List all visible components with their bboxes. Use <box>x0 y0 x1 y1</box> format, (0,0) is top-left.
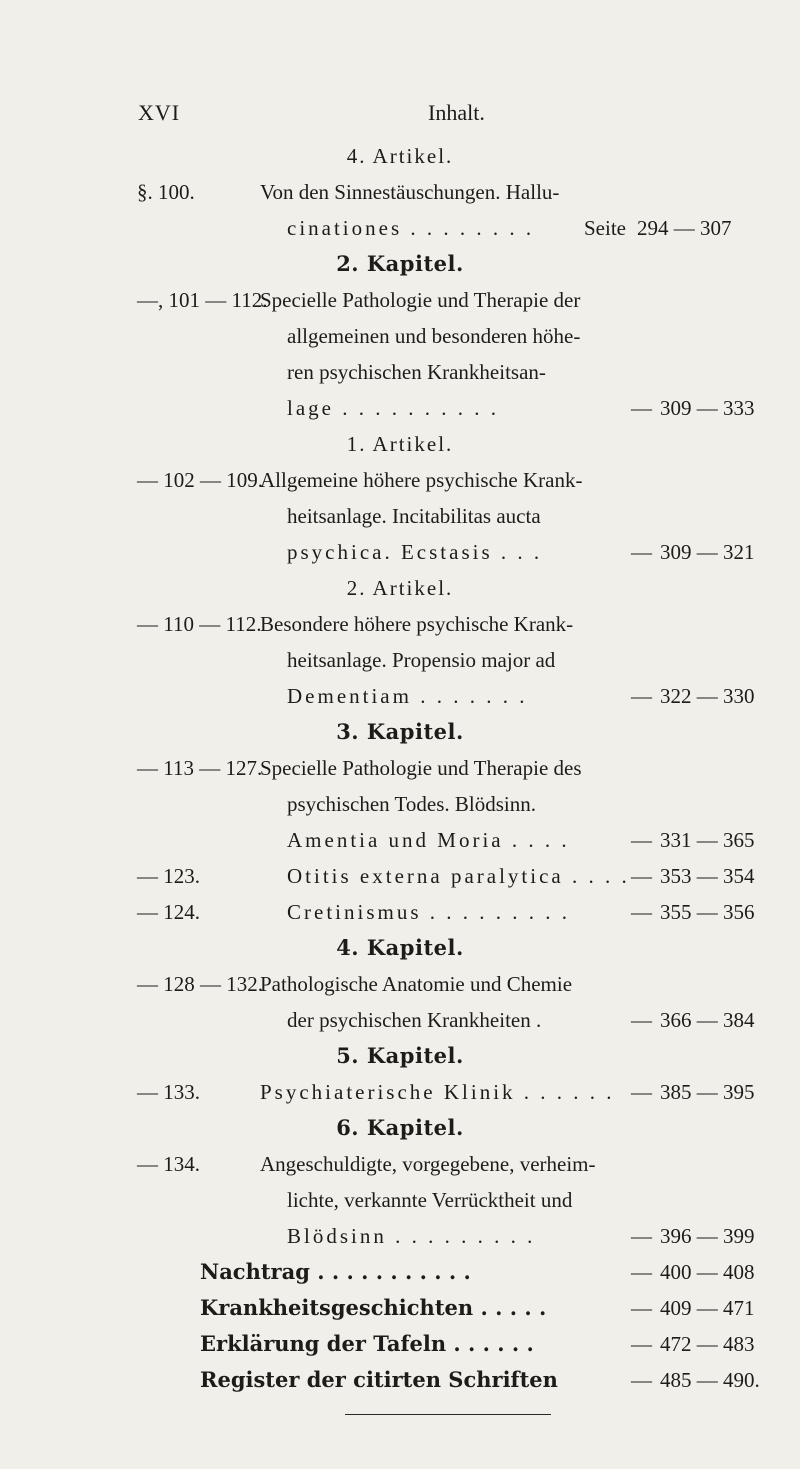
page-range: 322 — 330 <box>660 684 755 708</box>
section-number: — 128 — 132. <box>137 972 263 996</box>
toc-heading <box>0 1110 800 1146</box>
toc-entry <box>0 858 800 894</box>
toc-entry-line <box>0 354 800 390</box>
dash: — <box>631 684 652 708</box>
toc-heading <box>0 930 800 966</box>
register-entry: Register der citirten Schriften <box>200 1367 558 1392</box>
entry-text: psychischen Todes. Blödsinn. <box>287 792 536 816</box>
toc-entry <box>0 606 800 642</box>
toc-entry <box>0 282 800 318</box>
toc-entry-line <box>0 318 800 354</box>
page-number: XVI <box>138 100 181 125</box>
kapitel-heading: 6. Kapitel. <box>336 1115 464 1140</box>
toc-entry-line <box>0 822 800 858</box>
toc-entry <box>0 894 800 930</box>
dash: — <box>631 900 652 924</box>
entry-text: lage . . . . . . . . . . <box>287 396 499 420</box>
kapitel-heading: 3. Kapitel. <box>336 719 464 744</box>
page-range: 309 — 333 <box>660 396 755 420</box>
entry-text: Psychiaterische Klinik . . . . . . <box>260 1080 615 1104</box>
entry-text: cinationes . . . . . . . . <box>287 216 535 240</box>
closing-rule <box>345 1414 551 1415</box>
running-title: Inhalt. <box>428 100 485 125</box>
kapitel-heading: 2. Kapitel. <box>336 251 464 276</box>
artikel-heading: 2. Artikel. <box>346 576 454 600</box>
toc-entry <box>0 1254 800 1290</box>
dash: — <box>631 1260 652 1284</box>
toc-entry <box>0 174 800 210</box>
entry-text: Cretinismus . . . . . . . . . <box>287 900 571 924</box>
section-number: — 134. <box>137 1152 200 1176</box>
krankheitsgeschichten-entry: Krankheitsgeschichten . . . . . <box>200 1295 547 1320</box>
toc-heading <box>0 426 800 462</box>
entry-text: Allgemeine höhere psychische Krank- <box>260 468 583 492</box>
entry-text: Dementiam . . . . . . . <box>287 684 528 708</box>
dash: — <box>631 1368 652 1392</box>
section-number: — 113 — 127. <box>137 756 263 780</box>
toc-entry-line <box>0 210 800 246</box>
section-number: — 123. <box>137 864 200 888</box>
toc-heading <box>0 1038 800 1074</box>
page-range: 331 — 365 <box>660 828 755 852</box>
entry-text: Specielle Pathologie und Therapie des <box>260 756 582 780</box>
dash: — <box>631 540 652 564</box>
section-number: — 124. <box>137 900 200 924</box>
toc-entry-line <box>0 534 800 570</box>
section-number: §. 100. <box>137 180 195 204</box>
dash: — <box>631 1080 652 1104</box>
toc-entry-line <box>0 786 800 822</box>
toc-entry <box>0 1362 800 1398</box>
entry-text: heitsanlage. Propensio major ad <box>287 648 556 672</box>
toc-entry-line <box>0 642 800 678</box>
entry-text: Pathologische Anatomie und Chemie <box>260 972 573 996</box>
toc-entry <box>0 750 800 786</box>
dash: — <box>631 1008 652 1032</box>
entry-text: psychica. Ecstasis . . . <box>287 540 543 564</box>
page-range: 485 — 490. <box>660 1368 760 1392</box>
toc-entry <box>0 1074 800 1110</box>
entry-text: Specielle Pathologie und Therapie der <box>260 288 581 312</box>
dash: — <box>631 1224 652 1248</box>
toc-entry-line <box>0 390 800 426</box>
entry-text: ren psychischen Krankheitsan- <box>287 360 546 384</box>
page-range: 396 — 399 <box>660 1224 755 1248</box>
toc-entry-line <box>0 678 800 714</box>
section-number: — 102 — 109. <box>137 468 263 492</box>
toc-entry-line <box>0 1002 800 1038</box>
page-range: 355 — 356 <box>660 900 755 924</box>
entry-text: Amentia und Moria . . . . <box>287 828 570 852</box>
dash: — <box>631 1296 652 1320</box>
section-number: — 110 — 112. <box>137 612 262 636</box>
entry-text: Blödsinn . . . . . . . . . <box>287 1224 536 1248</box>
toc-entry-line <box>0 1218 800 1254</box>
entry-text: heitsanlage. Incitabilitas aucta <box>287 504 541 528</box>
entry-text: Von den Sinnestäuschungen. Hallu- <box>260 180 560 204</box>
kapitel-heading: 5. Kapitel. <box>336 1043 464 1068</box>
entry-text: Otitis externa paralytica . . . . <box>287 864 630 888</box>
entry-text: Angeschuldigte, vorgegebene, verheim- <box>260 1152 596 1176</box>
kapitel-heading: 4. Kapitel. <box>336 935 464 960</box>
artikel-heading: 4. Artikel. <box>346 144 454 168</box>
nachtrag-entry: Nachtrag . . . . . . . . . . . <box>200 1259 471 1284</box>
page-range: 366 — 384 <box>660 1008 755 1032</box>
entry-text: allgemeinen und besonderen höhe- <box>287 324 581 348</box>
page-range: 472 — 483 <box>660 1332 755 1356</box>
artikel-heading: 1. Artikel. <box>346 432 454 456</box>
entry-text: der psychischen Krankheiten . <box>287 1008 542 1032</box>
page-range: 409 — 471 <box>660 1296 755 1320</box>
toc-entry <box>0 462 800 498</box>
page-range: 385 — 395 <box>660 1080 755 1104</box>
toc-heading <box>0 246 800 282</box>
toc-heading <box>0 570 800 606</box>
page-range: 309 — 321 <box>660 540 755 564</box>
dash: — <box>631 828 652 852</box>
toc-entry <box>0 1146 800 1182</box>
page-range: 353 — 354 <box>660 864 755 888</box>
section-number: —, 101 — 112. <box>137 288 268 312</box>
dash: — <box>631 864 652 888</box>
toc-entry-line <box>0 1182 800 1218</box>
toc-entry <box>0 1326 800 1362</box>
page-header <box>0 100 800 140</box>
toc-entry <box>0 966 800 1002</box>
page-range: 400 — 408 <box>660 1260 755 1284</box>
page-range: 294 — 307 <box>637 216 732 240</box>
erklaerung-entry: Erklärung der Tafeln . . . . . . <box>200 1331 534 1356</box>
toc-heading <box>0 714 800 750</box>
dash: — <box>631 396 652 420</box>
dash: — <box>631 1332 652 1356</box>
entry-text: lichte, verkannte Verrücktheit und <box>287 1188 573 1212</box>
entry-text: Besondere höhere psychische Krank- <box>260 612 574 636</box>
toc-entry-line <box>0 498 800 534</box>
toc-heading <box>0 138 800 174</box>
toc-entry <box>0 1290 800 1326</box>
section-number: — 133. <box>137 1080 200 1104</box>
seite-label: Seite <box>584 216 626 240</box>
